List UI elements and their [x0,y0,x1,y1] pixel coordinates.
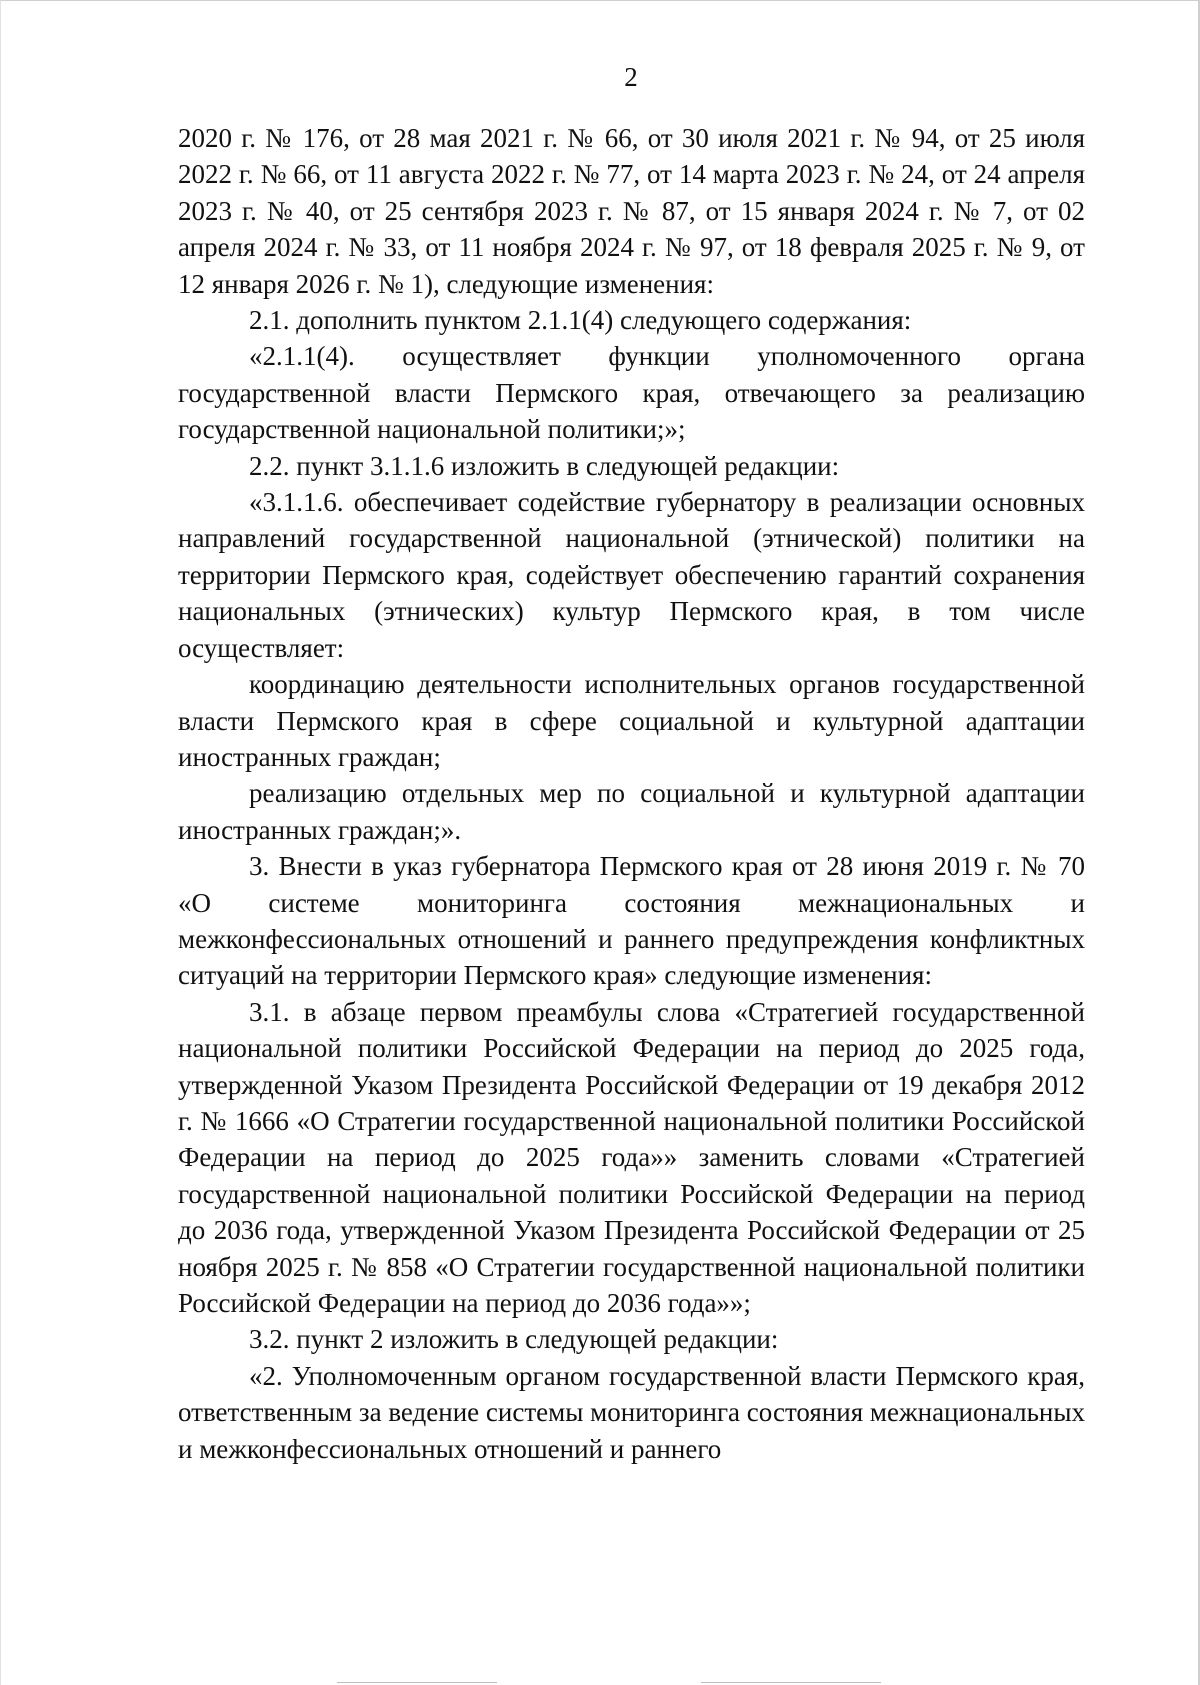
paragraph-implementation: реализацию отдельных мер по социальной и культурной адаптации иностранных граждан;». [178,778,1085,845]
paragraph-item-3-1-1-6: «3.1.1.6. обеспечивает содействие губернатору в реализации основных направлений государственной национальной (этнической) политики на территории Пермского края, содействует обеспечению гарантий сохранения национальных (этнических) культур Пермского края, в том числе осуществляет: [178,487,1085,663]
paragraph-item-3-1: 3.1. в абзаце первом преамбулы слова «Стратегией государственной национальной политики Российской Федерации на период до 2025 года, утвержденной Указом Президента Российской Федерации от 19 декабря 2012 г. № 1666 «О Стратегии государственной национальной политики Российской Федерации на период до 2025 года»» заменить словами «Стратегией государственной национальной политики Российской Федерации на период до 2036 года, утвержденной Указом Президента Российской Федерации от 25 ноября 2025 г. № 858 «О Стратегии государственной национальной политики Российской Федерации на период до 2036 года»»; [178,996,1085,1318]
page-number: 2 [624,62,638,92]
paragraph-item-2-1-1-4: «2.1.1(4). осуществляет функции уполномоченного органа государственной власти Пермского края, отвечающего за реализацию государственной национальной политики;»; [178,341,1085,445]
paragraph-coordination: координацию деятельности исполнительных органов государственной власти Пермского края в сфере социальной и культурной адаптации иностранных граждан; [178,669,1085,772]
scan-edge-artifact [1,1679,1200,1685]
paragraph-continuation: 2020 г. № 176, от 28 мая 2021 г. № 66, от 30 июля 2021 г. № 94, от 25 июля 2022 г. № 66, от 11 августа 2022 г. № 77, от 14 марта 2023 г. № 24, от 24 апреля 2023 г. № 40, от 25 сентября 2023 г. № 87, от 15 января 2024 г. № 7, от 02 апреля 2024 г. № 33, от 11 ноября 2024 г. № 97, от 18 февраля 2025 г. № 9, от 12 января 2026 г. № 1), следующие изменения: [178,123,1085,299]
paragraph-item-3: 3. Внести в указ губернатора Пермского края от 28 июня 2019 г. № 70 «О системе мониторинга состояния межнациональных и межконфессиональных отношений и раннего предупреждения конфликтных ситуаций на территории Пермского края» следующие изменения: [178,851,1085,991]
document-body [178,120,1085,1467]
paragraph-item-2-1: 2.1. дополнить пунктом 2.1.1(4) следующего содержания: [249,305,912,336]
paragraph-item-2-quote: «2. Уполномоченным органом государственной власти Пермского края, ответственным за ведение системы мониторинга состояния межнациональных и межконфессиональных отношений и раннего [178,1360,1085,1464]
paragraph-item-3-2: 3.2. пункт 2 изложить в следующей редакции: [249,1324,779,1355]
paragraph-item-2-2: 2.2. пункт 3.1.1.6 изложить в следующей редакции: [249,450,840,481]
